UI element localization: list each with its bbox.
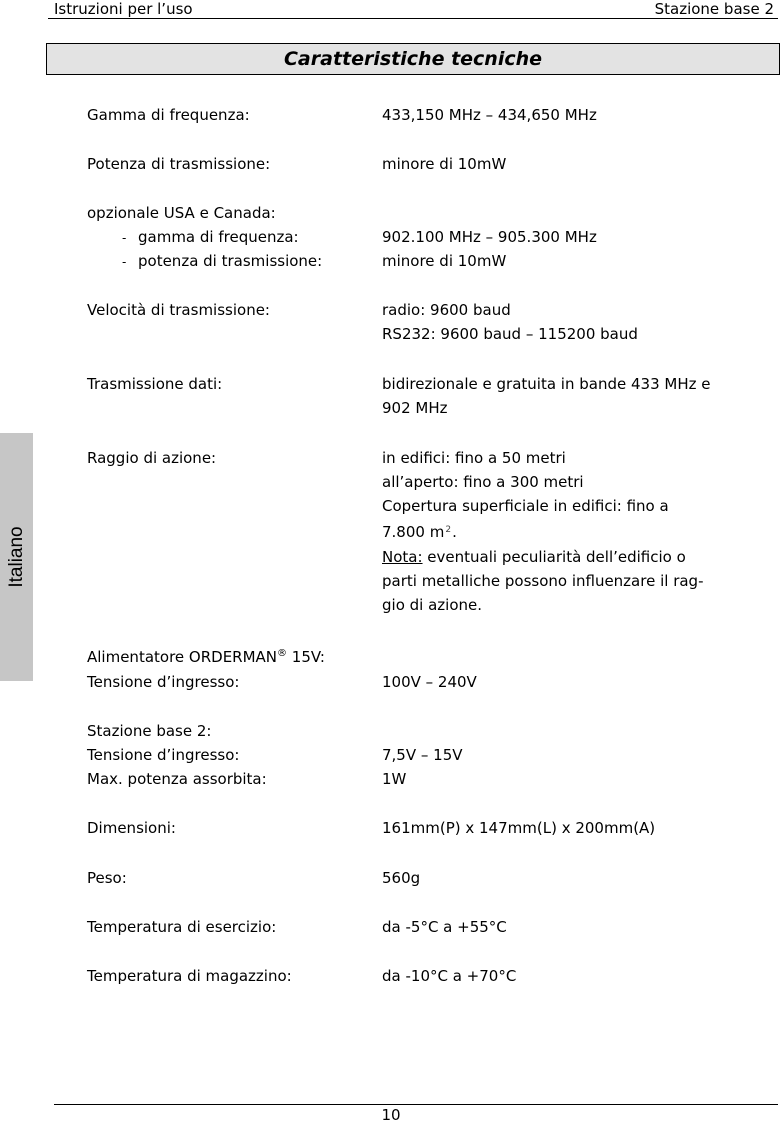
- spec-label-speed: Velocità di trasmissione:: [87, 301, 270, 319]
- spec-label-data-tx: Trasmissione dati:: [87, 375, 223, 393]
- language-tab: [0, 433, 33, 681]
- spec-value-range-note-line3: gio di azione.: [382, 596, 483, 614]
- spec-label-usa-canada: opzionale USA e Canada:: [87, 204, 276, 222]
- bullet-dash: -: [122, 255, 127, 269]
- spec-value-frequency: 433,150 MHz – 434,650 MHz: [382, 106, 597, 124]
- spec-label-dimensions: Dimensioni:: [87, 819, 176, 837]
- spec-value-range-note: [382, 545, 686, 569]
- spec-label-base-power: Max. potenza assorbita:: [87, 770, 267, 788]
- header-product-name: Stazione base 2: [654, 0, 774, 18]
- spec-sublabel-usa-power: [122, 249, 322, 274]
- section-title: Caratteristiche tecniche: [46, 43, 780, 75]
- spec-label-psu-voltage: Tensione d’ingresso:: [87, 673, 240, 691]
- footer-divider: [54, 1104, 778, 1105]
- spec-value-storage-temp: da -10°C a +70°C: [382, 967, 517, 985]
- spec-value-base-power: 1W: [382, 770, 407, 788]
- psu-voltage: 15V:: [287, 648, 325, 666]
- spec-value-data-tx-line1: bidirezionale e gratuita in bande 433 MHz e: [382, 375, 711, 393]
- area-number: 7.800 m: [382, 523, 445, 541]
- spec-value-data-tx-line2: 902 MHz: [382, 399, 448, 417]
- spec-value-range-coverage: Copertura superficiale in edifici: fino a: [382, 497, 669, 515]
- language-tab-label: Italiano: [5, 526, 27, 588]
- spec-value-range-note-line2: parti metalliche possono influenzare il rag-: [382, 572, 704, 590]
- spec-label-psu: [87, 645, 325, 669]
- spec-value-base-voltage: 7,5V – 15V: [382, 746, 463, 764]
- spec-label-base-station: Stazione base 2:: [87, 722, 212, 740]
- spec-sublabel-text: gamma di frequenza:: [138, 228, 299, 246]
- registered-mark: ®: [277, 648, 288, 659]
- spec-value-weight: 560g: [382, 869, 421, 887]
- spec-label-range: Raggio di azione:: [87, 449, 217, 467]
- spec-label-tx-power: Potenza di trasmissione:: [87, 155, 271, 173]
- area-period: .: [452, 523, 457, 541]
- header-divider: [48, 18, 778, 19]
- spec-value-usa-frequency: 902.100 MHz – 905.300 MHz: [382, 228, 597, 246]
- header-manual-title: Istruzioni per l’uso: [54, 0, 193, 18]
- note-label: Nota:: [382, 548, 423, 566]
- spec-label-weight: Peso:: [87, 869, 127, 887]
- spec-value-op-temp: da -5°C a +55°C: [382, 918, 507, 936]
- spec-value-usa-power: minore di 10mW: [382, 252, 507, 270]
- spec-sublabel-usa-frequency: [122, 225, 299, 250]
- spec-value-range-area: [382, 518, 457, 544]
- spec-value-speed-rs232: RS232: 9600 baud – 115200 baud: [382, 325, 638, 343]
- spec-value-range-outdoor: all’aperto: fino a 300 metri: [382, 473, 584, 491]
- area-exponent: 2: [445, 525, 452, 535]
- spec-sublabel-text: potenza di trasmissione:: [138, 252, 323, 270]
- spec-value-tx-power: minore di 10mW: [382, 155, 507, 173]
- spec-value-range-indoor: in edifici: fino a 50 metri: [382, 449, 566, 467]
- spec-value-dimensions: 161mm(P) x 147mm(L) x 200mm(A): [382, 819, 656, 837]
- spec-value-psu-voltage: 100V – 240V: [382, 673, 477, 691]
- psu-name: Alimentatore ORDERMAN: [87, 648, 278, 666]
- spec-label-storage-temp: Temperatura di magazzino:: [87, 967, 292, 985]
- note-text: eventuali peculiarità dell’edificio o: [422, 548, 686, 566]
- spec-label-base-voltage: Tensione d’ingresso:: [87, 746, 240, 764]
- spec-value-speed-radio: radio: 9600 baud: [382, 301, 511, 319]
- spec-label-frequency: Gamma di frequenza:: [87, 106, 250, 124]
- page-number: 10: [381, 1106, 401, 1124]
- spec-label-op-temp: Temperatura di esercizio:: [87, 918, 277, 936]
- bullet-dash: -: [122, 231, 127, 245]
